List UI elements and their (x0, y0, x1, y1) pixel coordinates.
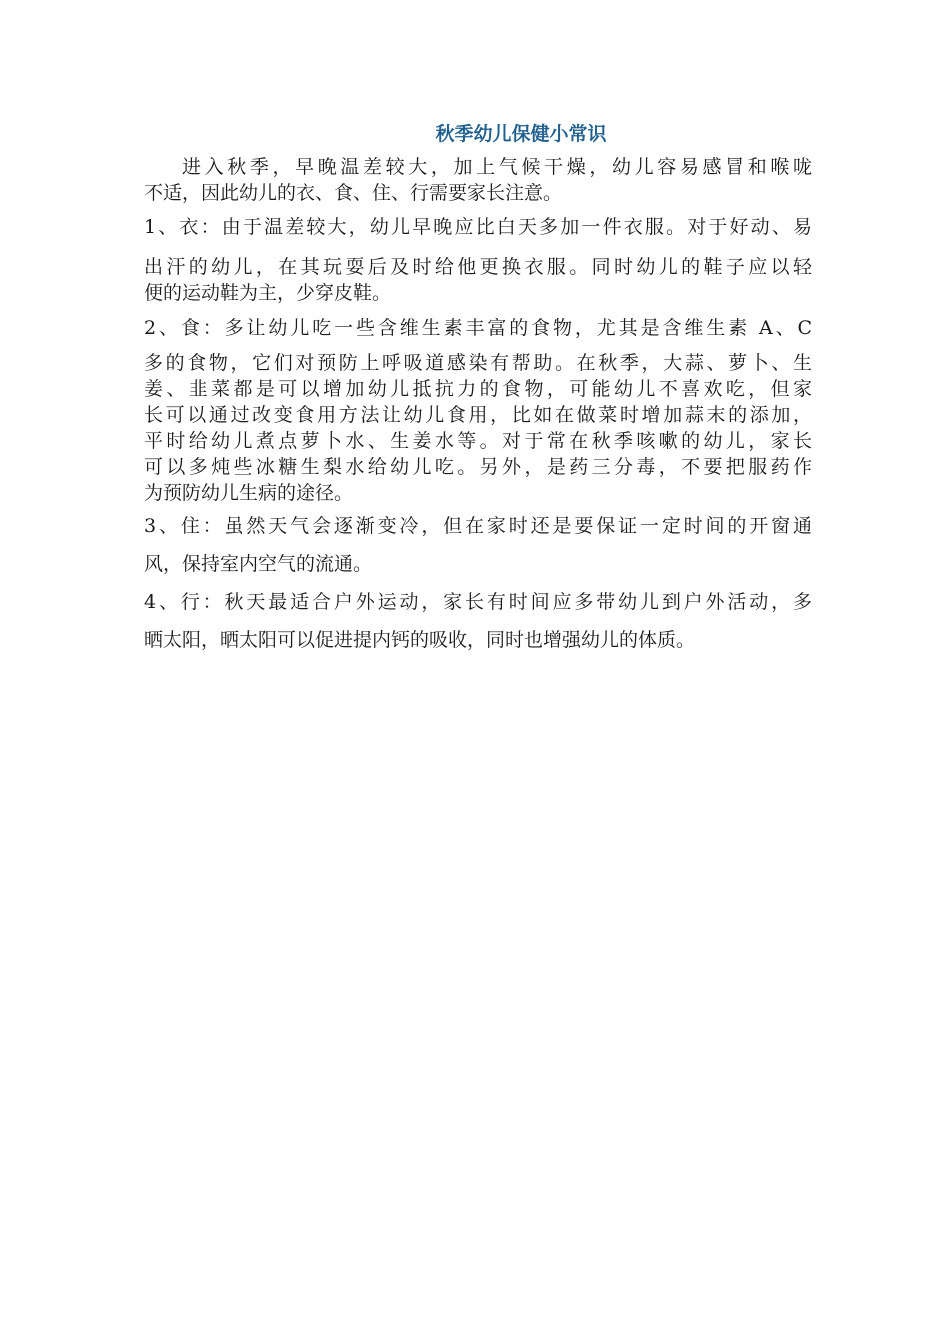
section-line: 1、衣：由于温差较大，幼儿早晚应比白天多加一件衣服。对于好动、易 (144, 216, 812, 238)
section-housing-continued (144, 551, 812, 577)
section-line: 2、食：多让幼儿吃一些含维生素丰富的食物，尤其是含维生素 A、C (144, 317, 812, 339)
section-line: 4、行：秋天最适合户外运动，家长有时间应多带幼儿到户外活动，多 (144, 591, 812, 613)
section-line: 多的食物，它们对预防上呼吸道感染有帮助。在秋季，大蒜、萝卜、生 (144, 352, 812, 374)
intro-line: 不适，因此幼儿的衣、食、住、行需要家长注意。 (144, 182, 563, 204)
section-travel-continued (144, 627, 812, 653)
document-title: 秋季幼儿保健小常识 (435, 123, 607, 145)
section-line: 3、住：虽然天气会逐渐变冷，但在家时还是要保证一定时间的开窗通 (144, 515, 812, 537)
section-food (144, 315, 812, 341)
section-clothing (144, 214, 812, 240)
section-food-continued (144, 350, 812, 506)
section-line: 平时给幼儿煮点萝卜水、生姜水等。对于常在秋季咳嗽的幼儿，家长 (144, 430, 812, 452)
intro-line: 进入秋季，早晚温差较大，加上气候干燥，幼儿容易感冒和喉咙 (182, 156, 812, 178)
section-line: 晒太阳，晒太阳可以促进提内钙的吸收，同时也增强幼儿的体质。 (144, 629, 696, 651)
section-line: 可以多炖些冰糖生梨水给幼儿吃。另外，是药三分毒，不要把服药作 (144, 456, 812, 478)
section-travel (144, 589, 812, 615)
section-line: 便的运动鞋为主，少穿皮鞋。 (144, 282, 392, 304)
section-line: 姜、韭菜都是可以增加幼儿抵抗力的食物，可能幼儿不喜欢吃，但家 (144, 378, 812, 400)
section-line: 出汗的幼儿，在其玩耍后及时给他更换衣服。同时幼儿的鞋子应以轻 (144, 256, 812, 278)
section-line: 为预防幼儿生病的途径。 (144, 482, 354, 504)
section-housing (144, 513, 812, 539)
section-line: 风，保持室内空气的流通。 (144, 553, 373, 575)
intro-paragraph (144, 154, 812, 206)
section-clothing-continued (144, 254, 812, 306)
section-line: 长可以通过改变食用方法让幼儿食用，比如在做菜时增加蒜末的添加， (144, 404, 812, 426)
